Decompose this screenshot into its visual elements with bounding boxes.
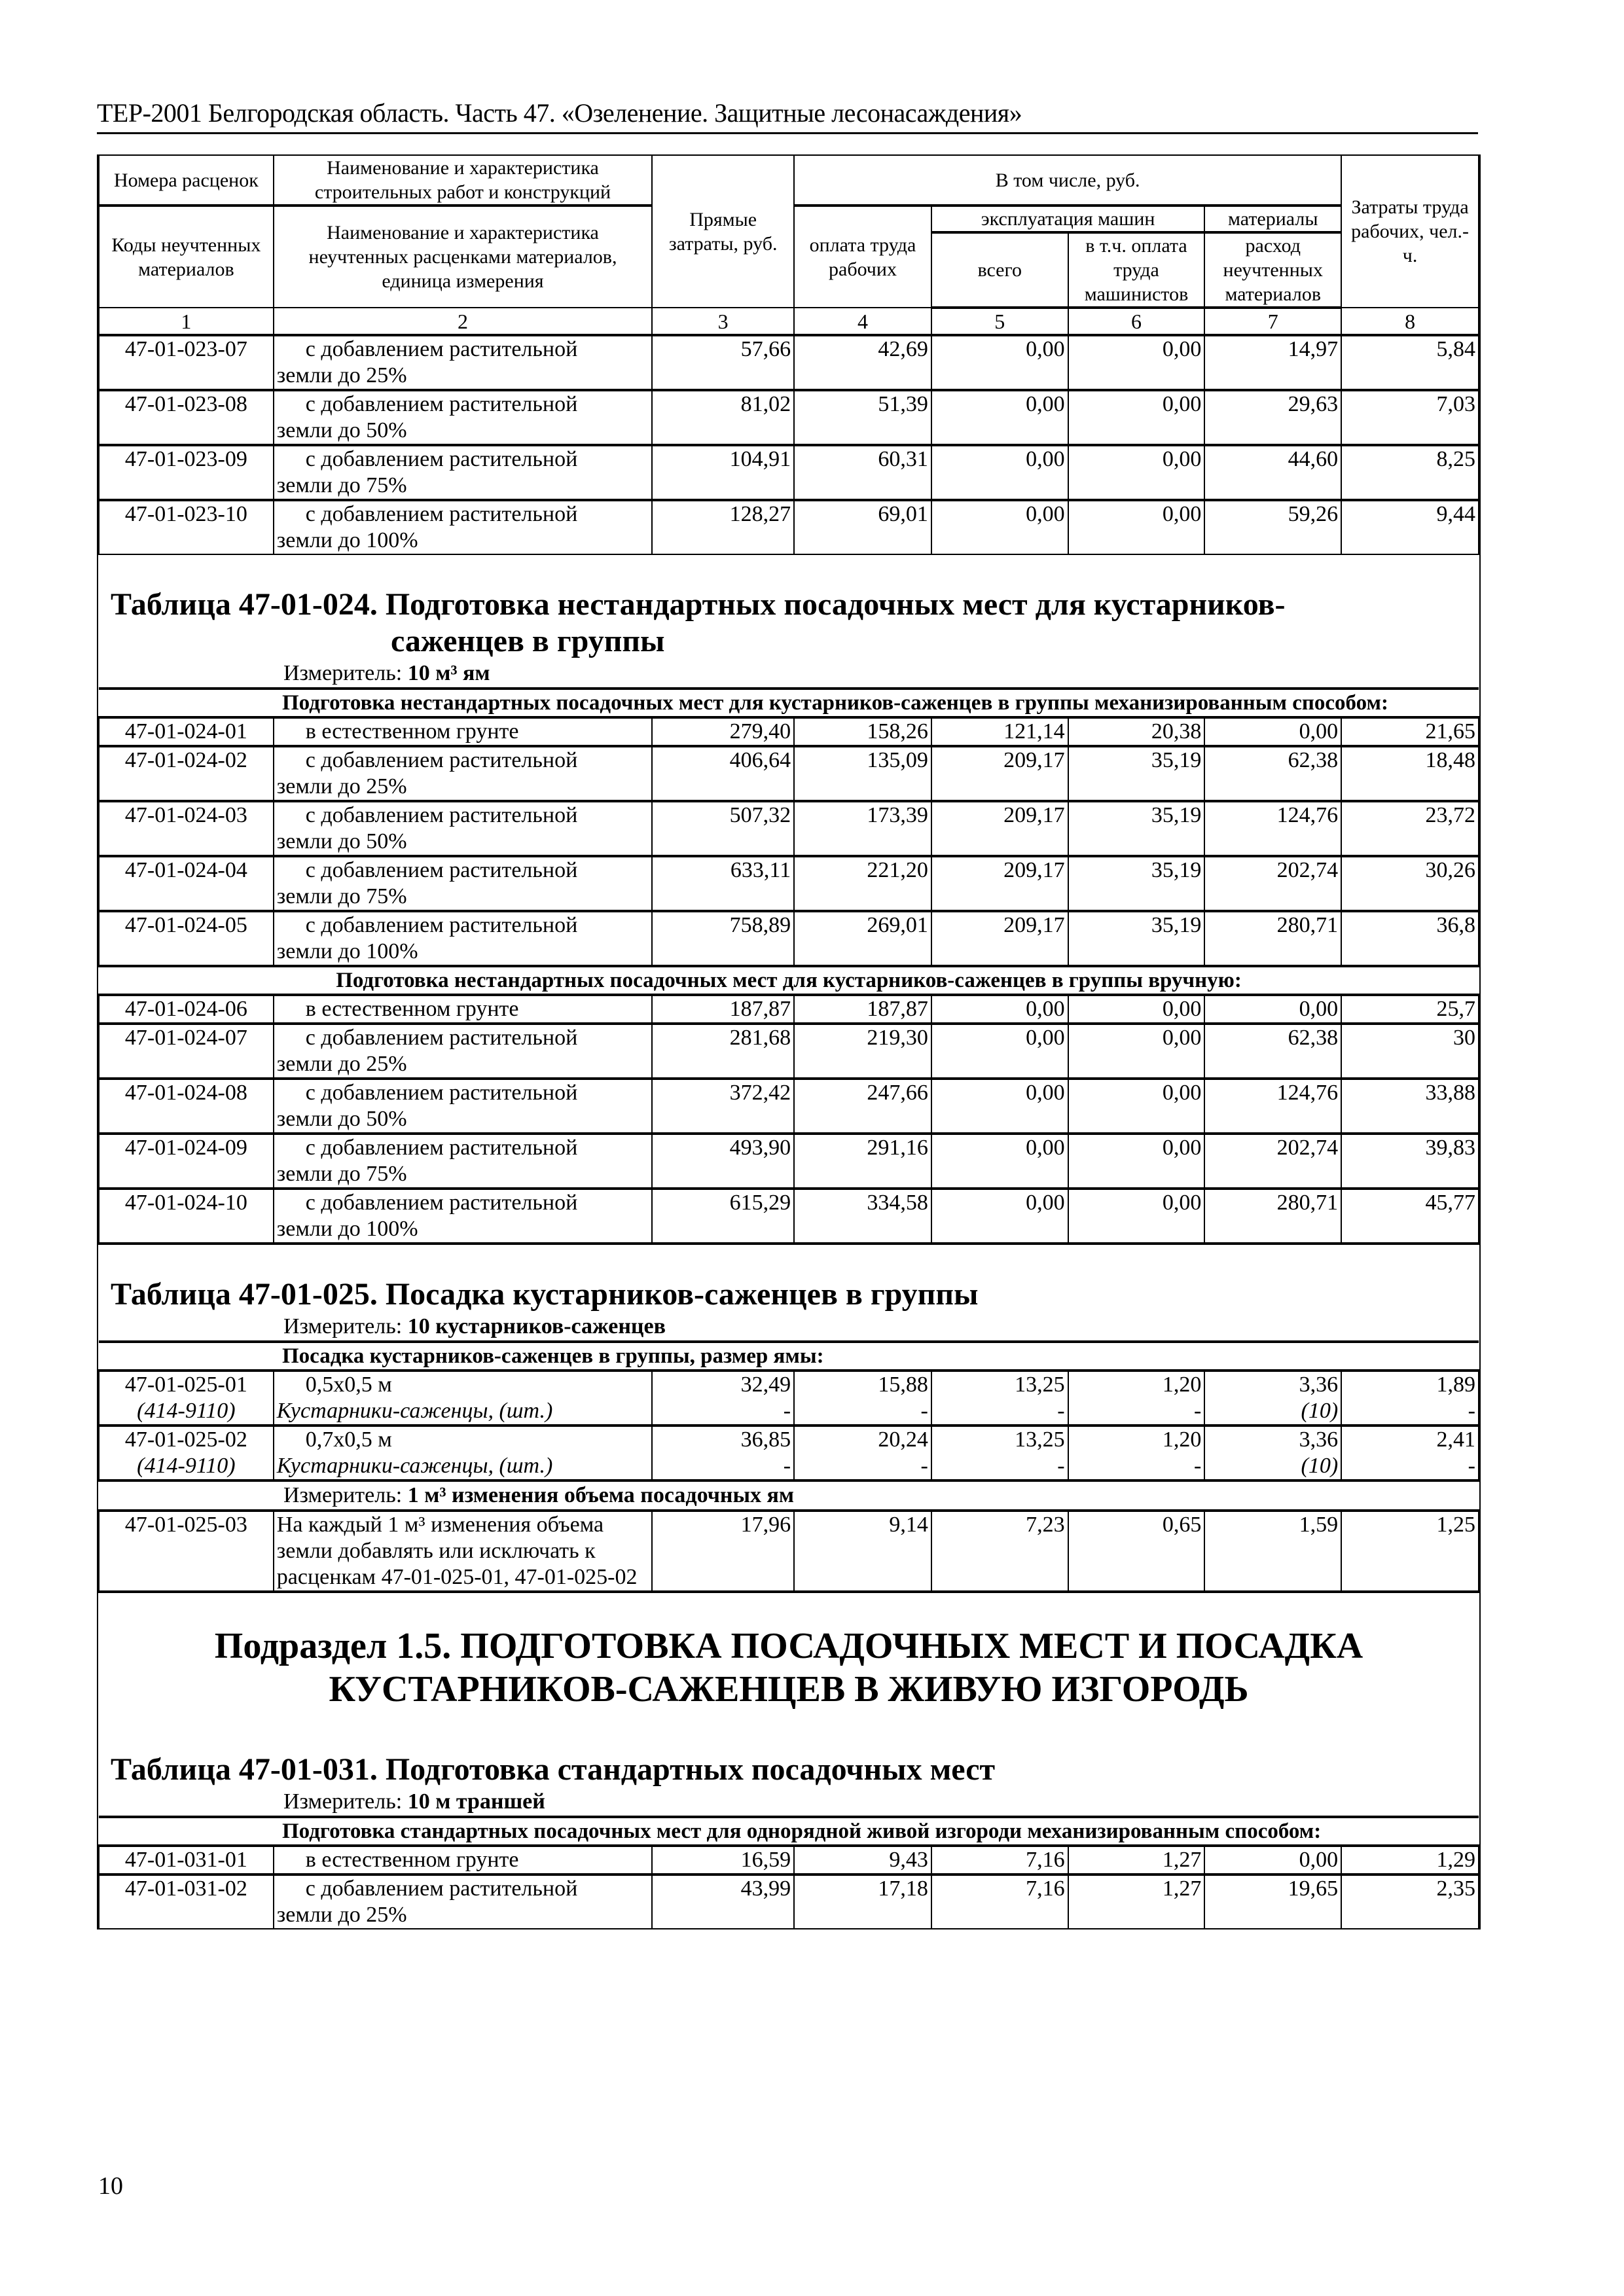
table-row — [99, 335, 1479, 390]
worker-pay: 60,31 — [794, 445, 931, 500]
machinist-pay-material: - — [1194, 1454, 1202, 1478]
table-row — [99, 995, 1479, 1024]
table-031-measure: Измеритель: 10 м траншей — [283, 1789, 545, 1814]
worker-pay: 291,16 — [794, 1134, 931, 1189]
materials: 202,74 — [1204, 856, 1341, 911]
machinist-pay: 1,20 - — [1068, 1426, 1205, 1480]
rate-code: 47-01-024-10 — [99, 1189, 274, 1244]
header-materials: материалы — [1204, 206, 1341, 232]
rate-description: с добавлением растительной земли до 75% — [274, 1134, 652, 1189]
rate-code: 47-01-025-03 — [99, 1511, 274, 1592]
rate-description: 0,5x0,5 м Кустарники-саженцы, (шт.) — [274, 1371, 652, 1426]
direct-costs: 507,32 — [652, 801, 794, 856]
materials-material: (10) — [1301, 1399, 1339, 1423]
labor-hours: 33,88 — [1341, 1079, 1479, 1134]
rate-description: в естественном грунте — [274, 717, 652, 746]
machinist-pay: 20,38 — [1068, 717, 1205, 746]
group-heading: Подготовка стандартных посадочных мест для однорядной живой изгороди механизированным способом: — [99, 1817, 1479, 1846]
table-row — [99, 801, 1479, 856]
column-number: 3 — [652, 308, 794, 335]
table-024-group2-body — [99, 995, 1479, 1244]
rate-code: 47-01-023-09 — [99, 445, 274, 500]
worker-pay: 69,01 — [794, 500, 931, 554]
machines-total: 0,00 — [931, 445, 1068, 500]
direct-costs: 615,29 — [652, 1189, 794, 1244]
header-work-name: Наименование и характеристика строительных работ и конструкций — [274, 155, 652, 206]
column-number: 2 — [274, 308, 652, 335]
rate-code: 47-01-024-02 — [99, 746, 274, 801]
machines-total: 209,17 — [931, 911, 1068, 966]
machines-total: 0,00 — [931, 1134, 1068, 1189]
direct-costs: 104,91 — [652, 445, 794, 500]
subsection-title-line1: Подраздел 1.5. ПОДГОТОВКА ПОСАДОЧНЫХ МЕСТ И ПОСАДКА — [214, 1626, 1363, 1666]
header-machinist-pay: в т.ч. оплата труда машинистов — [1068, 232, 1205, 308]
machinist-pay: 1,27 — [1068, 1846, 1205, 1874]
worker-pay: 135,09 — [794, 746, 931, 801]
worker-pay: 269,01 — [794, 911, 931, 966]
labor-hours: 18,48 — [1341, 746, 1479, 801]
labor-hours: 2,35 — [1341, 1874, 1479, 1929]
rate-code: 47-01-024-01 — [99, 717, 274, 746]
machines-total: 13,25 - — [931, 1426, 1068, 1480]
table-024-group1-body — [99, 717, 1479, 966]
header-labor-costs: Затраты труда рабочих, чел.-ч. — [1341, 155, 1479, 308]
direct-costs: 57,66 — [652, 335, 794, 390]
labor-hours: 1,29 — [1341, 1846, 1479, 1874]
worker-pay: 247,66 — [794, 1079, 931, 1134]
machinist-pay: 0,00 — [1068, 995, 1205, 1024]
header-machines-total: всего — [931, 232, 1068, 308]
column-number: 5 — [931, 308, 1068, 335]
rate-description: На каждый 1 м³ изменения объема земли добавлять или исключать к расценкам 47-01-025-01, 47-01-025-02 — [274, 1511, 652, 1592]
labor-hours: 25,7 — [1341, 995, 1479, 1024]
labor-hours-material: - — [1468, 1399, 1475, 1423]
machinist-pay: 0,00 — [1068, 1024, 1205, 1079]
column-number: 1 — [99, 308, 274, 335]
table-row — [99, 1846, 1479, 1874]
materials: 0,00 — [1204, 717, 1341, 746]
labor-hours: 1,25 — [1341, 1511, 1479, 1592]
rate-description: с добавлением растительной земли до 50% — [274, 1079, 652, 1134]
materials: 19,65 — [1204, 1874, 1341, 1929]
machines-total: 7,23 — [931, 1511, 1068, 1592]
materials: 62,38 — [1204, 746, 1341, 801]
material-code: (414-9110) — [137, 1399, 236, 1423]
header-worker-pay: оплата труда рабочих — [794, 206, 931, 308]
direct-costs: 128,27 — [652, 500, 794, 554]
machinist-pay: 35,19 — [1068, 801, 1205, 856]
materials: 124,76 — [1204, 801, 1341, 856]
machines-total-material: - — [1057, 1399, 1065, 1423]
materials: 59,26 — [1204, 500, 1341, 554]
machinist-pay: 1,27 — [1068, 1874, 1205, 1929]
materials: 3,36 (10) — [1204, 1371, 1341, 1426]
worker-pay: 221,20 — [794, 856, 931, 911]
table-row — [99, 856, 1479, 911]
rate-description: с добавлением растительной земли до 25% — [274, 1874, 652, 1929]
rate-code: 47-01-031-01 — [99, 1846, 274, 1874]
table-023-body — [99, 335, 1479, 554]
materials: 202,74 — [1204, 1134, 1341, 1189]
machinist-pay-material: - — [1194, 1399, 1202, 1423]
machines-total: 209,17 — [931, 801, 1068, 856]
materials: 44,60 — [1204, 445, 1341, 500]
material-name: Кустарники-саженцы, (шт.) — [276, 1454, 553, 1478]
column-number: 7 — [1204, 308, 1341, 335]
worker-pay-material: - — [920, 1454, 928, 1478]
machinist-pay: 35,19 — [1068, 746, 1205, 801]
machinist-pay: 0,00 — [1068, 1189, 1205, 1244]
header-material-codes: Коды неучтенных материалов — [99, 206, 274, 308]
direct-costs-material: - — [783, 1454, 791, 1478]
rate-description: с добавлением растительной земли до 100% — [274, 1189, 652, 1244]
machines-total: 121,14 — [931, 717, 1068, 746]
worker-pay: 20,24 - — [794, 1426, 931, 1480]
direct-costs: 281,68 — [652, 1024, 794, 1079]
direct-costs: 493,90 — [652, 1134, 794, 1189]
page-number: 10 — [98, 2172, 123, 2200]
table-row — [99, 1426, 1479, 1480]
machines-total-material: - — [1057, 1454, 1065, 1478]
machines-total: 7,16 — [931, 1846, 1068, 1874]
materials: 0,00 — [1204, 995, 1341, 1024]
labor-hours: 23,72 — [1341, 801, 1479, 856]
machines-total: 0,00 — [931, 1024, 1068, 1079]
machines-total: 0,00 — [931, 390, 1068, 445]
machinist-pay: 1,20 - — [1068, 1371, 1205, 1426]
table-row — [99, 1371, 1479, 1426]
machines-total: 7,16 — [931, 1874, 1068, 1929]
worker-pay: 51,39 — [794, 390, 931, 445]
spacer — [99, 554, 1479, 586]
worker-pay: 334,58 — [794, 1189, 931, 1244]
machinist-pay: 35,19 — [1068, 856, 1205, 911]
table-row — [99, 1134, 1479, 1189]
table-row — [99, 1189, 1479, 1244]
rate-code: 47-01-024-04 — [99, 856, 274, 911]
direct-costs: 81,02 — [652, 390, 794, 445]
rate-code: 47-01-024-03 — [99, 801, 274, 856]
worker-pay: 9,43 — [794, 1846, 931, 1874]
labor-hours: 2,41 - — [1341, 1426, 1479, 1480]
table-025-title: Таблица 47-01-025. Посадка кустарников-саженцев в группы — [111, 1277, 979, 1312]
materials: 124,76 — [1204, 1079, 1341, 1134]
rate-code: 47-01-024-05 — [99, 911, 274, 966]
table-header — [99, 155, 1479, 335]
header-unaccounted-materials: расход неучтенных материалов — [1204, 232, 1341, 308]
machinist-pay: 0,00 — [1068, 335, 1205, 390]
direct-costs: 406,64 — [652, 746, 794, 801]
rate-code: 47-01-031-02 — [99, 1874, 274, 1929]
rate-description: с добавлением растительной земли до 75% — [274, 445, 652, 500]
direct-costs: 633,11 — [652, 856, 794, 911]
rate-code: 47-01-024-08 — [99, 1079, 274, 1134]
materials: 3,36 (10) — [1204, 1426, 1341, 1480]
column-number: 6 — [1068, 308, 1205, 335]
worker-pay: 158,26 — [794, 717, 931, 746]
labor-hours: 21,65 — [1341, 717, 1479, 746]
table-row — [99, 1024, 1479, 1079]
table-024-title-cont: саженцев в группы — [391, 624, 665, 658]
machinist-pay: 35,19 — [1068, 911, 1205, 966]
direct-costs: 43,99 — [652, 1874, 794, 1929]
worker-pay: 173,39 — [794, 801, 931, 856]
subsection-heading — [99, 1592, 1479, 1846]
direct-costs-material: - — [783, 1399, 791, 1423]
table-031-body — [99, 1846, 1479, 1929]
rate-code: 47-01-023-10 — [99, 500, 274, 554]
direct-costs: 372,42 — [652, 1079, 794, 1134]
header-rate-numbers: Номера расценок — [99, 155, 274, 206]
labor-hours: 8,25 — [1341, 445, 1479, 500]
machines-total: 13,25 - — [931, 1371, 1068, 1426]
table-row — [99, 911, 1479, 966]
table-row — [99, 746, 1479, 801]
labor-hours: 9,44 — [1341, 500, 1479, 554]
table-025-body — [99, 1371, 1479, 1480]
rate-description: с добавлением растительной земли до 75% — [274, 856, 652, 911]
labor-hours: 5,84 — [1341, 335, 1479, 390]
machinist-pay: 0,00 — [1068, 1079, 1205, 1134]
material-code: (414-9110) — [137, 1454, 236, 1478]
direct-costs: 16,59 — [652, 1846, 794, 1874]
machines-total: 0,00 — [931, 500, 1068, 554]
labor-hours: 39,83 — [1341, 1134, 1479, 1189]
table-row — [99, 390, 1479, 445]
machinist-pay: 0,00 — [1068, 1134, 1205, 1189]
table-row — [99, 1079, 1479, 1134]
column-numbers-row — [99, 308, 1479, 335]
table-024-title: Таблица 47-01-024. Подготовка нестандартных посадочных мест для кустарников- — [111, 587, 1286, 622]
header-machines: эксплуатация машин — [931, 206, 1205, 232]
column-number: 8 — [1341, 308, 1479, 335]
table-row — [99, 1874, 1479, 1929]
rate-description: с добавлением растительной земли до 100% — [274, 911, 652, 966]
rate-description: в естественном грунте — [274, 1846, 652, 1874]
machines-total: 209,17 — [931, 746, 1068, 801]
header-material-name: Наименование и характеристика неучтенных расценками материалов, единица измерения — [274, 206, 652, 308]
group-heading: Подготовка нестандартных посадочных мест для кустарников-саженцев в группы механизированным способом: — [99, 689, 1479, 717]
rate-description: с добавлением растительной земли до 25% — [274, 1024, 652, 1079]
materials: 280,71 — [1204, 911, 1341, 966]
labor-hours: 45,77 — [1341, 1189, 1479, 1244]
rate-description: в естественном грунте — [274, 995, 652, 1024]
machines-total: 0,00 — [931, 1079, 1068, 1134]
worker-pay: 17,18 — [794, 1874, 931, 1929]
rate-code: 47-01-025-01 (414-9110) — [99, 1371, 274, 1426]
labor-hours: 7,03 — [1341, 390, 1479, 445]
header-in-total: В том числе, руб. — [794, 155, 1341, 206]
machines-total: 0,00 — [931, 1189, 1068, 1244]
table-024-measure: Измеритель: 10 м³ ям — [283, 661, 490, 685]
rate-description: с добавлением растительной земли до 50% — [274, 390, 652, 445]
machinist-pay: 0,65 — [1068, 1511, 1205, 1592]
worker-pay-material: - — [920, 1399, 928, 1423]
direct-costs: 17,96 — [652, 1511, 794, 1592]
table-row — [99, 717, 1479, 746]
materials: 14,97 — [1204, 335, 1341, 390]
machinist-pay: 0,00 — [1068, 390, 1205, 445]
labor-hours: 1,89 - — [1341, 1371, 1479, 1426]
labor-hours: 36,8 — [1341, 911, 1479, 966]
table-row — [99, 500, 1479, 554]
header-direct-costs: Прямые затраты, руб. — [652, 155, 794, 308]
worker-pay: 15,88 - — [794, 1371, 931, 1426]
rate-description: с добавлением растительной земли до 25% — [274, 746, 652, 801]
table-row — [99, 1511, 1479, 1592]
direct-costs: 279,40 — [652, 717, 794, 746]
table-025-heading — [99, 1244, 1479, 1371]
worker-pay: 219,30 — [794, 1024, 931, 1079]
direct-costs: 187,87 — [652, 995, 794, 1024]
rate-code: 47-01-023-07 — [99, 335, 274, 390]
rate-description: 0,7x0,5 м Кустарники-саженцы, (шт.) — [274, 1426, 652, 1480]
labor-hours: 30,26 — [1341, 856, 1479, 911]
table-025-measure2: Измеритель: 1 м³ изменения объема посадочных ям — [283, 1483, 795, 1507]
rate-description: с добавлением растительной земли до 50% — [274, 801, 652, 856]
labor-hours-material: - — [1468, 1454, 1475, 1478]
worker-pay: 187,87 — [794, 995, 931, 1024]
direct-costs: 758,89 — [652, 911, 794, 966]
worker-pay: 9,14 — [794, 1511, 931, 1592]
group-heading: Посадка кустарников-саженцев в группы, размер ямы: — [99, 1342, 1479, 1371]
direct-costs: 36,85 - — [652, 1426, 794, 1480]
machines-total: 209,17 — [931, 856, 1068, 911]
materials: 29,63 — [1204, 390, 1341, 445]
spacer — [99, 1244, 1479, 1276]
rate-code: 47-01-025-02 (414-9110) — [99, 1426, 274, 1480]
rate-code: 47-01-024-09 — [99, 1134, 274, 1189]
page-header: ТЕР-2001 Белгородская область. Часть 47. «Озеленение. Защитные лесонасаждения» — [97, 97, 1478, 134]
rates-table — [98, 154, 1479, 1929]
table-031-title: Таблица 47-01-031. Подготовка стандартных посадочных мест — [111, 1752, 996, 1787]
machinist-pay: 0,00 — [1068, 445, 1205, 500]
worker-pay: 42,69 — [794, 335, 931, 390]
document-frame — [97, 154, 1481, 1929]
machinist-pay: 0,00 — [1068, 500, 1205, 554]
materials: 1,59 — [1204, 1511, 1341, 1592]
subsection-title-line2: КУСТАРНИКОВ-САЖЕНЦЕВ В ЖИВУЮ ИЗГОРОДЬ — [329, 1669, 1249, 1710]
table-025-measure: Измеритель: 10 кустарников-саженцев — [283, 1314, 666, 1338]
rate-code: 47-01-024-07 — [99, 1024, 274, 1079]
materials: 0,00 — [1204, 1846, 1341, 1874]
materials-material: (10) — [1301, 1454, 1339, 1478]
table-row — [99, 445, 1479, 500]
table-024-heading — [99, 554, 1479, 717]
materials: 280,71 — [1204, 1189, 1341, 1244]
materials: 62,38 — [1204, 1024, 1341, 1079]
rate-description: с добавлением растительной земли до 100% — [274, 500, 652, 554]
machines-total: 0,00 — [931, 335, 1068, 390]
direct-costs: 32,49 - — [652, 1371, 794, 1426]
column-number: 4 — [794, 308, 931, 335]
rate-description: с добавлением растительной земли до 25% — [274, 335, 652, 390]
material-name: Кустарники-саженцы, (шт.) — [276, 1399, 553, 1423]
labor-hours: 30 — [1341, 1024, 1479, 1079]
rate-code: 47-01-023-08 — [99, 390, 274, 445]
machines-total: 0,00 — [931, 995, 1068, 1024]
group-heading: Подготовка нестандартных посадочных мест для кустарников-саженцев в группы вручную: — [99, 966, 1479, 995]
rate-code: 47-01-024-06 — [99, 995, 274, 1024]
